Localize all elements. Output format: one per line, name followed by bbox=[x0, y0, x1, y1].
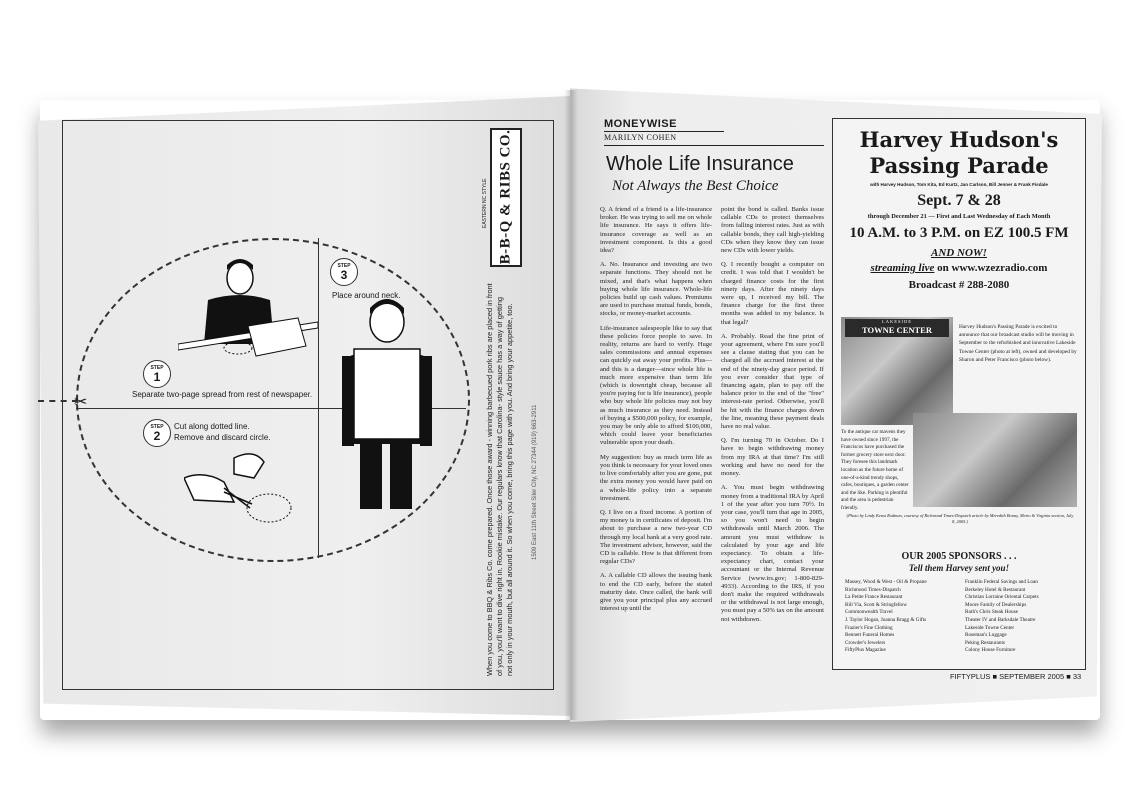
sponsors-subtitle: Tell them Harvey sent you! bbox=[908, 563, 1010, 573]
step-3 bbox=[330, 258, 358, 286]
sponsor-item: Moore Family of Dealerships bbox=[965, 601, 1027, 608]
sponsor-item: Berkeley Hotel & Restaurant bbox=[965, 586, 1026, 593]
step-2-text-line1: Cut along dotted line. bbox=[174, 422, 250, 431]
article-column-2 bbox=[721, 206, 824, 706]
coupon-copy-line-2: of you, you'll want to dive right in. Rookie mistake. Our regulars know that Carolina- style sauce has a way of getting bbox=[495, 297, 504, 676]
step-1 bbox=[143, 360, 171, 388]
byline: MARILYN COHEN bbox=[604, 133, 677, 142]
restaurant-address: 1509 East 11th Street Siler City, NC 27344 (919) 663-2911 bbox=[532, 404, 538, 560]
col1-para: Life-insurance salespeople like to say that these policies force people to save. In reality, returns are hard to verify. Huge sales commissions and annual expenses can quickly eat away your profits. Plus—and this is a danger—since whole life is much more expensive than term life (which is downright cheap, because all you're paying for is life insurance), people who buy whole life policies may not buy as much insurance as they need. Instead of buying a $500,000 policy, for example, you may be only able to afford $100,000, which could leave your beneficiaries vulnerable upon your death. bbox=[600, 324, 712, 447]
step-1-label: STEP bbox=[150, 364, 164, 371]
kicker-rule bbox=[604, 131, 724, 132]
towne-center-sign bbox=[845, 319, 949, 337]
ad-title-line-1: Harvey Hudson's bbox=[859, 127, 1059, 152]
sponsor-item: Roseman's Luggage bbox=[965, 632, 1007, 639]
ad-hosts: with Harvey Hudson, Tom Kita, Ed Kurtz, Jan Carlson, Bill Jenner & Frank Fisdale bbox=[870, 182, 1048, 187]
sponsor-item: Ruth's Chris Steak House bbox=[965, 609, 1018, 616]
bbq-ribs-logo bbox=[490, 128, 522, 267]
logo-name: B-B-Q & RIBS CO. bbox=[497, 129, 514, 265]
step-2-label: STEP bbox=[150, 423, 164, 430]
ad-broadcast: Broadcast # 288-2080 bbox=[908, 279, 1010, 291]
sponsor-item: J. Taylor Hogan, Joanna Bragg & Gifts bbox=[845, 616, 927, 623]
step-3-number: 3 bbox=[340, 267, 348, 282]
sponsor-item: Lakeside Towne Center bbox=[965, 624, 1015, 631]
francisco-couple-photo bbox=[913, 413, 1077, 507]
subhead: Not Always the Best Choice bbox=[612, 178, 779, 194]
sign-top: LAKESIDE bbox=[882, 319, 912, 324]
col1-para: My suggestion: buy as much term life as you think is necessary for your loved ones to live comfortably after you are gone, put the extra money you would have paid on a whole-life policy into a separate investment. bbox=[600, 453, 712, 502]
ad-title-line-2: Passing Parade bbox=[869, 153, 1049, 178]
ad-streaming bbox=[833, 262, 1085, 274]
scissors-icon: ✂ bbox=[74, 394, 88, 411]
sponsors-title: OUR 2005 SPONSORS . . . bbox=[901, 551, 1017, 562]
headline: Whole Life Insurance bbox=[606, 153, 794, 175]
sponsor-item: Colony House Furniture bbox=[965, 647, 1016, 654]
sponsor-item: Richmond Times-Dispatch bbox=[845, 586, 901, 593]
col1-para: A. A callable CD allows the issuing bank to end the CD early, before the stated maturity date. Once called, the bank will give you your principal plus any accrued interest up until the bbox=[600, 572, 712, 613]
ad-streaming-url: on www.wzezradio.com bbox=[934, 262, 1048, 274]
col2-para: Q. I'm turning 70 in October. Do I have to begin withdrawing money from my IRA at that time? I'm still working and have no need for the money. bbox=[721, 437, 824, 478]
col2-para: point the bond is called. Banks issue callable CDs to protect themselves from falling interest rates. Just as with callable bonds, they call high-yielding CDs when they know they can issue new CDs with lower yields. bbox=[721, 206, 824, 255]
photo-caption: To the antique car mavens they have owned since 1997, the Franciscos have purchased the former grocery store next door. They foresee this landmark location as the future home of one-of-a-kind trendy shops, cafes, boutiques, a garden center and the like. Parking is plentiful and the area is pedestrian friendly. bbox=[841, 429, 911, 513]
ad-blurb: Harvey Hudson's Passing Parade is excited to announce that our broadcast studio will be moving in September to the refurbished and innovative Lakeside Towne Center (photo at left), owned and developed by Sharon and Peter Francisco (photo below). bbox=[959, 324, 1077, 363]
step-3-badge bbox=[330, 258, 358, 286]
page-gutter bbox=[564, 90, 578, 720]
sponsor-item: Peking Restaurants bbox=[965, 639, 1005, 646]
coupon-copy-line-3: not only in your mouth, but all around it. So when you come, bring this page with you. And bring your appetite, too. bbox=[505, 303, 514, 676]
sponsor-item: Christian Lorraine Oriental Carpets bbox=[965, 594, 1039, 601]
sign-name: TOWNE CENTER bbox=[862, 325, 932, 335]
hands-cutting-illustration bbox=[184, 448, 304, 528]
ad-through: through December 21 — First and Last Wednesday of Each Month bbox=[867, 213, 1051, 220]
sponsor-item: Crowder's Jewelers bbox=[845, 639, 886, 646]
sponsor-item: Bennett Funeral Homes bbox=[845, 632, 895, 639]
cut-line-start bbox=[38, 400, 78, 402]
sponsor-item: La Petite France Restaurant bbox=[845, 594, 903, 601]
sponsors-list-right bbox=[965, 579, 1081, 655]
step-2-number: 2 bbox=[153, 428, 161, 443]
ad-dates: Sept. 7 & 28 bbox=[917, 192, 1001, 209]
logo-sub-wrap bbox=[478, 128, 490, 263]
col2-para: Q. I recently bought a computer on credit. I was told that I wouldn't be charged finance costs for the first ninety days. After the ninety days were up, I received my bill. The finance charge for the first three months was added to my balance. Is that legal? bbox=[721, 261, 824, 326]
ad-time: 10 A.M. to 3 P.M. on EZ 100.5 FM bbox=[849, 225, 1069, 241]
sponsor-item: Massey, Wood & West - Oil & Propane bbox=[845, 579, 927, 585]
step-3-text: Place around neck. bbox=[332, 291, 401, 300]
sponsor-item: Commonwealth Travel bbox=[845, 609, 893, 616]
col1-para: A. No. Insurance and investing are two separate functions. They should not be mixed, and that's what happens when buying whole life insurance. Whole-life policies build up cash values. Premiums are used to purchase mutual funds, bonds, stocks, or money-market accounts. bbox=[600, 261, 712, 318]
step-1-badge bbox=[143, 360, 171, 388]
sponsor-item: Theater IV and Barksdale Theatre bbox=[965, 616, 1036, 623]
sponsors-list-left bbox=[845, 579, 963, 655]
sponsor-item: Franklin Federal Savings and Loan bbox=[965, 579, 1038, 585]
step-2-text-line2: Remove and discard circle. bbox=[174, 433, 271, 442]
column-kicker: MONEYWISE bbox=[604, 118, 677, 130]
harvey-hudson-ad bbox=[832, 118, 1086, 670]
step-divider-vertical bbox=[318, 238, 319, 558]
ad-and-now: AND NOW! bbox=[931, 247, 987, 259]
col2-para: A. Probably. Read the fine print of your agreement, where I'm sure you'll see a clause stating that you can be charged all the accrued interest at the end of the ninety-day grace period. If you ever consider that type of financing again, plan to pay off the balance prior to the end of the "free" interest-rate period. Otherwise, you'll be hit with the finance charges down the line, meaning these payment deals have no real value. bbox=[721, 332, 824, 431]
byline-rule bbox=[604, 145, 824, 146]
ad-streaming-live: streaming live bbox=[870, 262, 935, 274]
article-column-1 bbox=[600, 206, 712, 706]
step-1-number: 1 bbox=[153, 369, 161, 384]
sponsor-item: Bill Via, Scott & Stringfellow bbox=[845, 601, 907, 608]
col1-para: Q. I live on a fixed income. A portion of my money is in certificates of deposit. I'm about to purchase a new two-year CD through my local bank at a very good rate. The investment advisor, however, said the CD is callable. How is that different from regular CDs? bbox=[600, 508, 712, 566]
man-with-bib-illustration bbox=[332, 294, 442, 514]
step-3-label: STEP bbox=[337, 262, 351, 269]
col2-para: A. You must begin withdrawing money from a traditional IRA by April 1 of the year after you turn 70½. In your case, you'll turn that age in 2005, so you won't need to begin withdrawals until March 2006. The amount you must withdraw is calculated by your age and life expectancy. To obtain a life-expectancy chart, contact your accountant or the Internal Revenue Service (www.irs.gov; 1-800-829-4933). According to the IRS, if you don't make the required withdrawals or the withdrawal is not large enough, you must pay a 50% tax on the amount not withdrawn. bbox=[721, 484, 824, 623]
step-1-text: Separate two-page spread from rest of newspaper. bbox=[132, 390, 313, 399]
coupon-copy-line-1: When you come to BBQ & Ribs Co. come prepared. Once those award - winning barbecued pork ribs are placed in front bbox=[485, 283, 494, 676]
page-folio: FIFTYPLUS ■ SEPTEMBER 2005 ■ 33 bbox=[950, 672, 1082, 681]
sponsor-item: FiftyPlus Magazine bbox=[845, 647, 886, 654]
man-reading-newspaper-illustration bbox=[178, 256, 318, 376]
logo-sub: EASTERN NC STYLE bbox=[482, 178, 488, 228]
sponsor-item: Frazier's Fine Clothing bbox=[845, 624, 893, 631]
step-2-badge bbox=[143, 419, 171, 447]
step-2 bbox=[143, 419, 171, 447]
col1-para: Q. A friend of a friend is a life-insurance broker. He was trying to sell me on whole life insurance. He says it offers life-insurance coverage as well as an investment component. Is this a good idea? bbox=[600, 206, 712, 255]
photo-credit: (Photo by Lindy Keast Rodman, courtesy of Richmond Times-Dispatch article by Meredith Bonny, Metro & Virginia section, July 8, 2005.) bbox=[846, 513, 1074, 524]
